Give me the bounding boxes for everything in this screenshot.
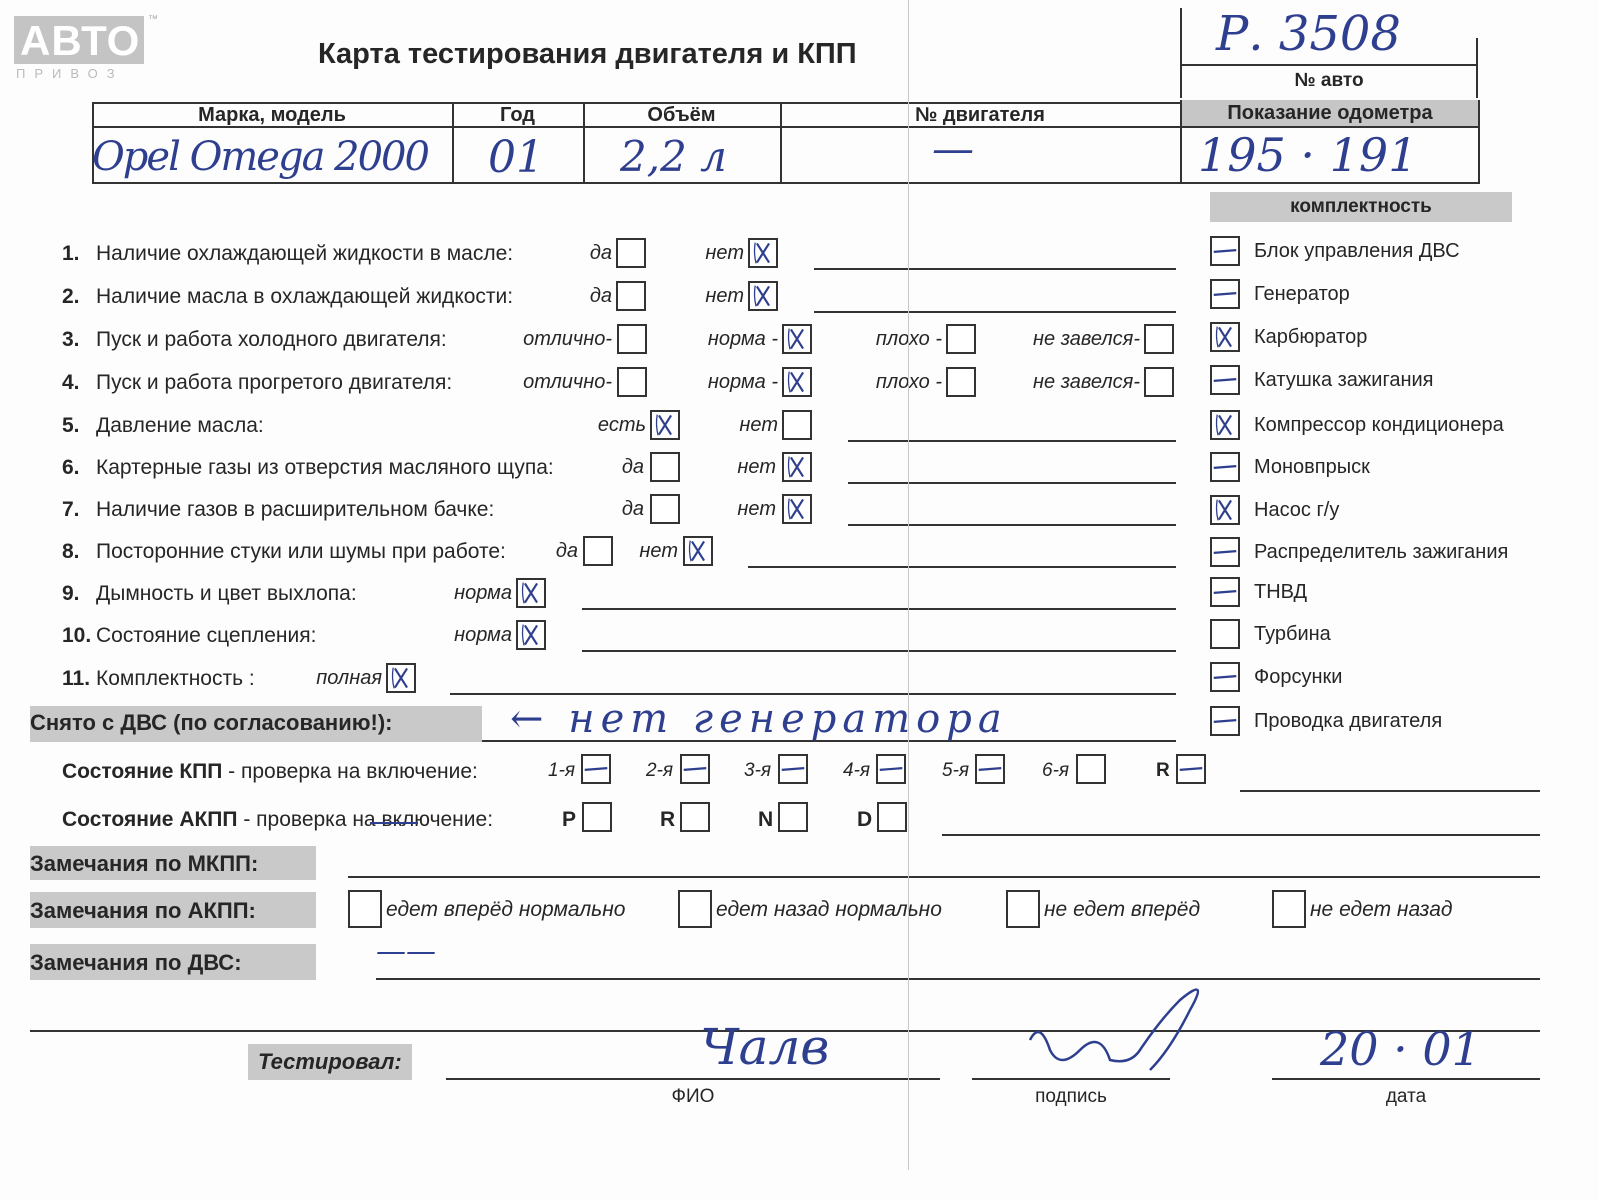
checklist-option-label: не завелся- (1033, 328, 1140, 350)
logo-text: АВТО (20, 17, 141, 64)
checklist-comment-line (582, 608, 1176, 610)
checklist-item-text: Пуск и работа холодного двигателя: (96, 328, 447, 351)
kpp-label-rest: - проверка на включение: (222, 760, 478, 783)
checklist-item-text: Дымность и цвет выхлопа: (96, 582, 357, 605)
akpp-mode-label: R (660, 808, 676, 831)
akpp-handwritten-mark (370, 822, 418, 824)
completeness-item-label: Катушка зажигания (1254, 369, 1434, 391)
car-number-value: Р. 3508 (1216, 6, 1401, 62)
kpp-gear-checkbox[interactable] (1076, 754, 1106, 784)
make-header: Марка, модель (198, 104, 346, 126)
checklist-option-checkbox[interactable] (386, 663, 416, 693)
checklist-option-checkbox[interactable] (782, 324, 812, 354)
checklist-item-number: 5. (62, 414, 80, 437)
completeness-checkbox[interactable] (1210, 279, 1240, 309)
kpp-line (1240, 790, 1540, 792)
checklist-item-text: Давление масла: (96, 414, 264, 437)
odometer-header: Показание одометра (1227, 102, 1433, 124)
checklist-option-label: норма (454, 582, 512, 604)
akpp-line (942, 834, 1540, 836)
completeness-item-label: Насос г/у (1254, 499, 1340, 521)
checklist-option-checkbox[interactable] (616, 238, 646, 268)
checklist-option-checkbox[interactable] (748, 238, 778, 268)
checklist-option-label: нет (705, 242, 744, 264)
akpp-remark-checkbox[interactable] (1272, 890, 1306, 928)
checklist-option-checkbox[interactable] (782, 367, 812, 397)
mkpp-remarks-line (348, 876, 1540, 878)
checklist-option-label: отлично- (523, 371, 612, 393)
kpp-label-bold: Состояние КПП (62, 760, 223, 783)
akpp-label (62, 808, 493, 832)
kpp-gear-label: 2-я (646, 760, 674, 781)
akpp-remarks-label: Замечания по АКПП: (30, 898, 256, 923)
checklist-item-number: 6. (62, 456, 80, 479)
kpp-gear-checkbox[interactable] (1176, 754, 1206, 784)
checklist-option-label: нет (705, 285, 744, 307)
kpp-gear-label: 3-я (744, 760, 772, 781)
completeness-checkbox[interactable] (1210, 236, 1240, 266)
checklist-option-checkbox[interactable] (650, 494, 680, 524)
checklist-comment-line (450, 693, 1176, 695)
completeness-checkbox[interactable] (1210, 537, 1240, 567)
checklist-option-label: нет (639, 540, 678, 562)
signature-mark (1010, 980, 1230, 1080)
dvs-remarks-label: Замечания по ДВС: (30, 950, 242, 975)
volume-value: 2,2 л (620, 132, 727, 181)
checklist-option-checkbox[interactable] (782, 494, 812, 524)
kpp-label (62, 760, 478, 784)
checklist-item-text: Комплектность : (96, 667, 255, 690)
name-value: Чалв (700, 1018, 830, 1076)
completeness-item-label: Компрессор кондиционера (1254, 414, 1504, 436)
engine-number-header: № двигателя (915, 104, 1045, 126)
kpp-gear-label: R (1156, 760, 1170, 781)
checklist-option-label: нет (739, 414, 778, 436)
completeness-item-label: Распределитель зажигания (1254, 541, 1509, 563)
checklist-option-checkbox[interactable] (946, 367, 976, 397)
akpp-remark-checkbox[interactable] (348, 890, 382, 928)
scan-fold-line (908, 0, 909, 1170)
checklist-option-checkbox[interactable] (616, 281, 646, 311)
checklist-option-checkbox[interactable] (748, 281, 778, 311)
checklist-option-label: не завелся- (1033, 371, 1140, 393)
kpp-gear-checkbox[interactable] (975, 754, 1005, 784)
kpp-gear-label: 5-я (942, 760, 970, 781)
akpp-mode-label: P (562, 808, 577, 831)
checklist-option-checkbox[interactable] (782, 410, 812, 440)
checklist-item-number: 4. (62, 371, 80, 394)
mkpp-remarks-label: Замечания по МКПП: (30, 851, 259, 876)
checklist-option-label: отлично- (523, 328, 612, 350)
akpp-remark-label: едет назад нормально (716, 898, 942, 921)
akpp-mode-checkbox[interactable] (680, 802, 710, 832)
checklist-option-checkbox[interactable] (617, 324, 647, 354)
logo-sub: ПРИВОЗ (16, 66, 124, 81)
checklist-item-text: Пуск и работа прогретого двигателя: (96, 371, 453, 394)
checklist-item-number: 10. (62, 624, 92, 647)
akpp-remark-checkbox[interactable] (678, 890, 712, 928)
dvs-remarks-value: —— (376, 934, 436, 969)
completeness-checkbox[interactable] (1210, 662, 1240, 692)
completeness-item-label: Форсунки (1254, 666, 1343, 688)
tested-label: Тестировал: (258, 1049, 402, 1074)
checklist-item-text: Состояние сцепления: (96, 624, 317, 647)
checklist-option-label: полная (316, 667, 382, 689)
akpp-remark-label: не едет вперёд (1044, 898, 1201, 921)
checklist-item-text: Картерные газы из отверстия масляного щупа: (96, 456, 554, 479)
checklist-option-checkbox[interactable] (650, 452, 680, 482)
completeness-title: комплектность (1290, 196, 1432, 217)
checklist-item-number: 1. (62, 242, 80, 265)
name-caption: ФИО (671, 1086, 715, 1107)
checklist-option-label: да (555, 540, 578, 562)
date-caption: дата (1385, 1086, 1427, 1107)
akpp-remark-checkbox[interactable] (1006, 890, 1040, 928)
signature-caption: подпись (1035, 1086, 1107, 1107)
checklist-option-checkbox[interactable] (516, 578, 546, 608)
year-value: 01 (488, 132, 544, 183)
removed-value: ← нет генератора (510, 696, 1008, 742)
checklist-option-checkbox[interactable] (516, 620, 546, 650)
checklist-option-label: есть (597, 414, 646, 436)
signature-stroke (1030, 990, 1198, 1070)
completeness-checkbox[interactable] (1210, 619, 1240, 649)
checklist-option-label: да (621, 456, 644, 478)
checklist-option-label: плохо - (875, 371, 942, 393)
checklist-option-label: норма - (707, 328, 778, 350)
completeness-item-label: Моновпрыск (1254, 456, 1370, 478)
kpp-gear-label: 1-я (548, 760, 576, 781)
completeness-checkbox[interactable] (1210, 322, 1240, 352)
checklist-comment-line (848, 440, 1176, 442)
checklist-option-label: норма (454, 624, 512, 646)
checklist-option-checkbox[interactable] (946, 324, 976, 354)
checklist-option-checkbox[interactable] (583, 536, 613, 566)
checklist-option-checkbox[interactable] (650, 410, 680, 440)
completeness-checkbox[interactable] (1210, 410, 1240, 440)
make-value: Opel Omega 2000 (92, 134, 428, 180)
completeness-item-label: Проводка двигателя (1254, 710, 1443, 732)
dvs-remarks-line (376, 978, 1540, 980)
name-line (446, 1078, 940, 1080)
checklist-comment-line (814, 311, 1176, 313)
removed-label: Снято с ДВС (по согласованию!): (30, 710, 393, 735)
akpp-mode-checkbox[interactable] (582, 802, 612, 832)
kpp-gear-checkbox[interactable] (778, 754, 808, 784)
completeness-checkbox[interactable] (1210, 706, 1240, 736)
checklist-item-number: 11. (62, 667, 91, 690)
checklist-comment-line (814, 268, 1176, 270)
checklist-comment-line (748, 566, 1176, 568)
akpp-mode-checkbox[interactable] (877, 802, 907, 832)
page-title: Карта тестирования двигателя и КПП (318, 38, 857, 70)
odometer-value: 195 · 191 (1198, 128, 1418, 182)
checklist-item-number: 7. (62, 498, 80, 521)
akpp-mode-label: N (758, 808, 774, 831)
akpp-label-bold: Состояние АКПП (62, 808, 238, 831)
checklist-option-checkbox[interactable] (1144, 324, 1174, 354)
completeness-item-label: Генератор (1254, 283, 1350, 305)
checklist-item-number: 2. (62, 285, 80, 308)
akpp-remark-label: не едет назад (1310, 898, 1453, 921)
checklist-item-text: Посторонние стуки или шумы при работе: (96, 540, 506, 563)
date-line (1272, 1078, 1540, 1080)
checklist-item-text: Наличие охлаждающей жидкости в масле: (96, 242, 514, 265)
date-value: 20 · 01 (1320, 1022, 1481, 1076)
checklist-option-label: да (589, 285, 612, 307)
akpp-remark-label: едет вперёд нормально (386, 898, 626, 921)
checklist-option-label: да (621, 498, 644, 520)
car-number-label: № авто (1294, 70, 1364, 91)
checklist-option-label: нет (737, 456, 776, 478)
completeness-item-label: Блок управления ДВС (1254, 240, 1460, 262)
checklist-option-label: норма - (707, 371, 778, 393)
akpp-mode-checkbox[interactable] (778, 802, 808, 832)
completeness-item-label: ТНВД (1254, 581, 1308, 603)
checklist-item-text: Наличие газов в расширительном бачке: (96, 498, 495, 521)
kpp-gear-label: 4-я (843, 760, 871, 781)
completeness-checkbox[interactable] (1210, 577, 1240, 607)
checklist-comment-line (848, 524, 1176, 526)
kpp-gear-checkbox[interactable] (680, 754, 710, 784)
checklist-comment-line (582, 650, 1176, 652)
checklist-option-checkbox[interactable] (683, 536, 713, 566)
logo-tm: ™ (148, 14, 158, 25)
checklist-item-number: 8. (62, 540, 80, 563)
checklist-option-label: да (589, 242, 612, 264)
akpp-label-rest: - проверка на включение: (237, 808, 494, 831)
checklist-option-checkbox[interactable] (782, 452, 812, 482)
checklist-comment-line (848, 482, 1176, 484)
checklist-option-label: плохо - (875, 328, 942, 350)
volume-header: Объём (647, 104, 716, 126)
completeness-item-label: Турбина (1254, 623, 1331, 645)
checklist-option-checkbox[interactable] (617, 367, 647, 397)
checklist-option-label: нет (737, 498, 776, 520)
checklist-item-text: Наличие масла в охлаждающей жидкости: (96, 285, 514, 308)
checklist-item-number: 9. (62, 582, 80, 605)
completeness-item-label: Карбюратор (1254, 326, 1368, 348)
year-header: Год (500, 104, 535, 126)
checklist-option-checkbox[interactable] (1144, 367, 1174, 397)
checklist-item-number: 3. (62, 328, 80, 351)
kpp-gear-checkbox[interactable] (876, 754, 906, 784)
completeness-checkbox[interactable] (1210, 365, 1240, 395)
engine-number-value: — (932, 124, 974, 173)
akpp-mode-label: D (857, 808, 873, 831)
kpp-gear-label: 6-я (1042, 760, 1070, 781)
kpp-gear-checkbox[interactable] (581, 754, 611, 784)
completeness-checkbox[interactable] (1210, 495, 1240, 525)
completeness-checkbox[interactable] (1210, 452, 1240, 482)
